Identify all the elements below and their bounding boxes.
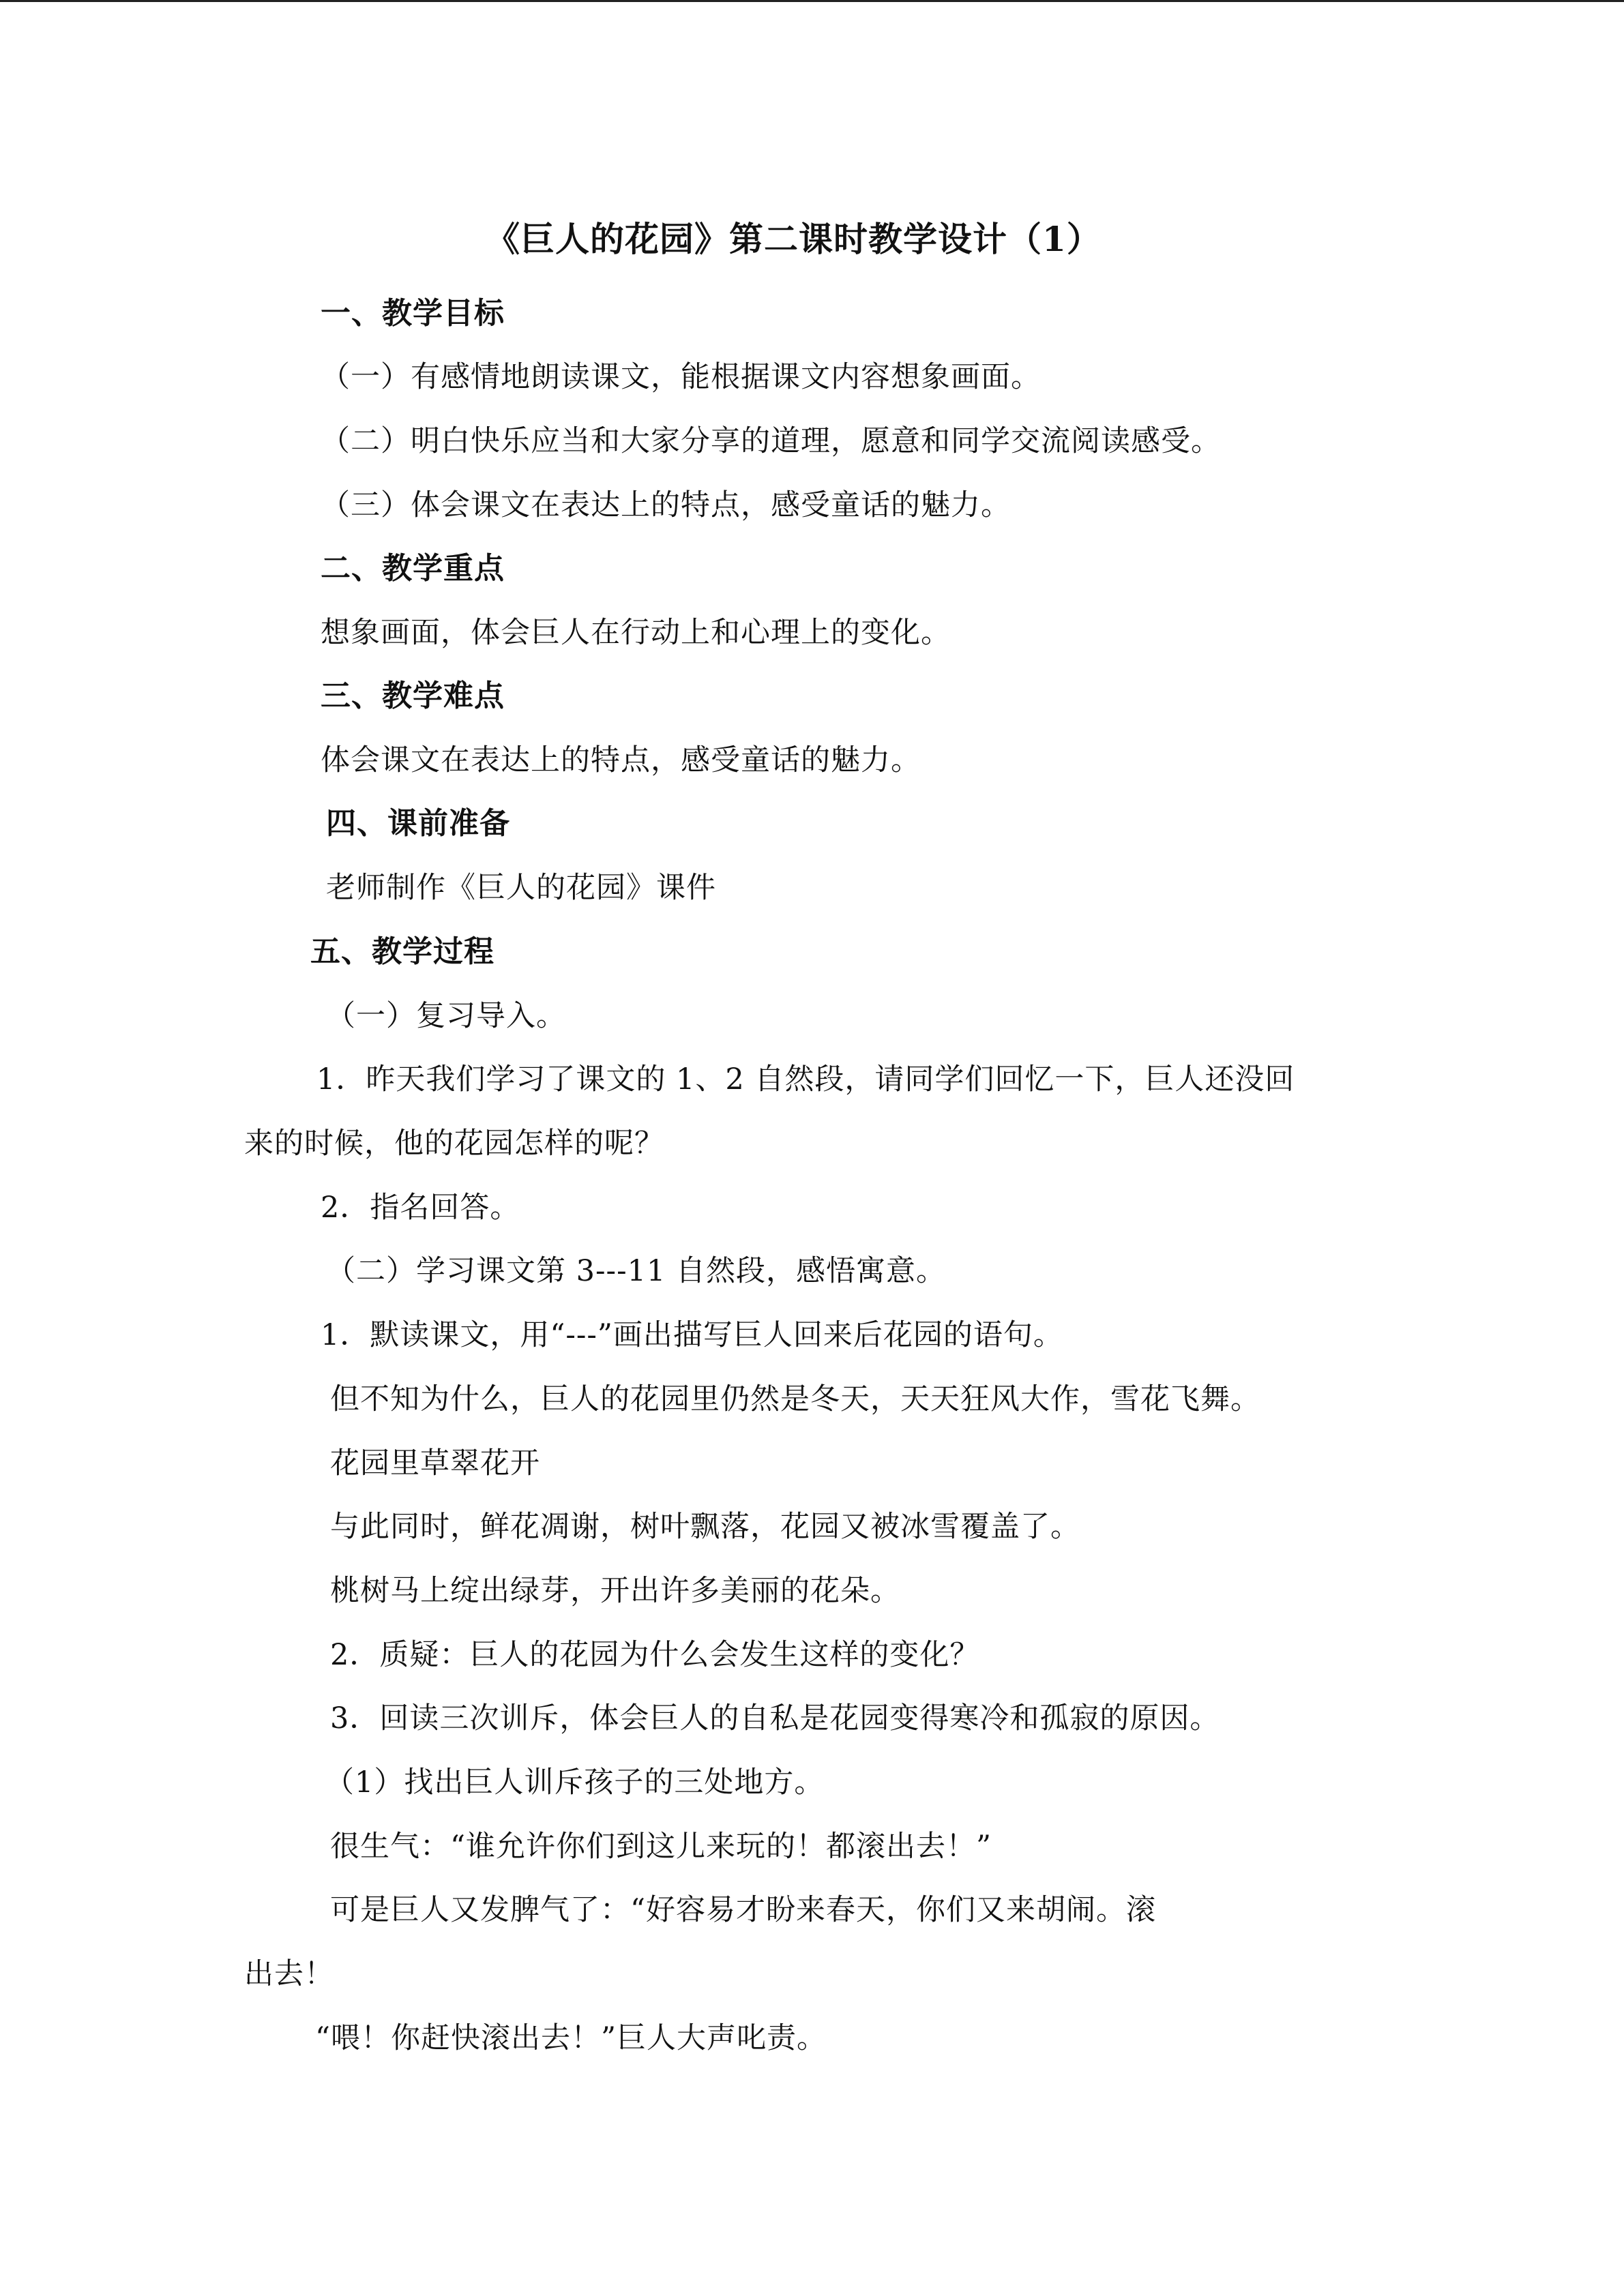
- key-points-text: 想象画面，体会巨人在行动上和心理上的变化。: [321, 616, 951, 650]
- section-heading-preparation: 四、课前准备: [326, 806, 510, 841]
- process-line: 可是巨人又发脾气了：“好容易才盼来春天，你们又来胡闹。滚: [330, 1893, 1156, 1927]
- process-line: 2．指名回答。: [321, 1191, 520, 1225]
- process-line: 但不知为什么，巨人的花园里仍然是冬天，天天狂风大作，雪花飞舞。: [330, 1382, 1260, 1416]
- process-line: “喂！你赶快滚出去！”巨人大声叱责。: [315, 2021, 827, 2055]
- process-line: （1）找出巨人训斥孩子的三处地方。: [325, 1765, 825, 1800]
- process-line: 出去！: [244, 1957, 334, 1991]
- process-line: 2．质疑：巨人的花园为什么会发生这样的变化？: [330, 1638, 980, 1672]
- process-line: 花园里草翠花开: [330, 1446, 540, 1480]
- document-title: 《巨人的花园》第二课时教学设计（1）: [486, 219, 1102, 259]
- process-line: （一）复习导入。: [326, 999, 566, 1033]
- section-heading-objectives: 一、教学目标: [321, 296, 505, 331]
- objective-item-3: （三）体会课文在表达上的特点，感受童话的魅力。: [321, 488, 1011, 522]
- process-line: （二）学习课文第 3---11 自然段，感悟寓意。: [326, 1254, 946, 1288]
- objective-item-1: （一）有感情地朗读课文，能根据课文内容想象画面。: [321, 360, 1041, 394]
- section-heading-difficulties: 三、教学难点: [321, 679, 505, 713]
- section-heading-key-points: 二、教学重点: [321, 551, 505, 586]
- process-line: 与此同时，鲜花凋谢，树叶飘落，花园又被冰雪覆盖了。: [330, 1510, 1080, 1544]
- objective-item-2: （二）明白快乐应当和大家分享的道理，愿意和同学交流阅读感受。: [321, 424, 1221, 458]
- top-border-line: [0, 0, 1624, 2]
- process-line: 来的时候，他的花园怎样的呢？: [244, 1127, 664, 1161]
- process-line: 1．默读课文，用“---”画出描写巨人回来后花园的语句。: [321, 1318, 1063, 1352]
- preparation-text: 老师制作《巨人的花园》课件: [326, 871, 716, 905]
- section-heading-process: 五、教学过程: [310, 934, 494, 969]
- process-line: 1．昨天我们学习了课文的 1、2 自然段，请同学们回忆一下，巨人还没回: [316, 1062, 1295, 1097]
- process-line: 桃树马上绽出绿芽，开出许多美丽的花朵。: [330, 1574, 900, 1608]
- difficulties-text: 体会课文在表达上的特点，感受童话的魅力。: [321, 743, 921, 777]
- process-line: 3．回读三次训斥，体会巨人的自私是花园变得寒冷和孤寂的原因。: [330, 1701, 1220, 1735]
- process-line: 很生气：“谁允许你们到这儿来玩的！都滚出去！”: [330, 1830, 992, 1864]
